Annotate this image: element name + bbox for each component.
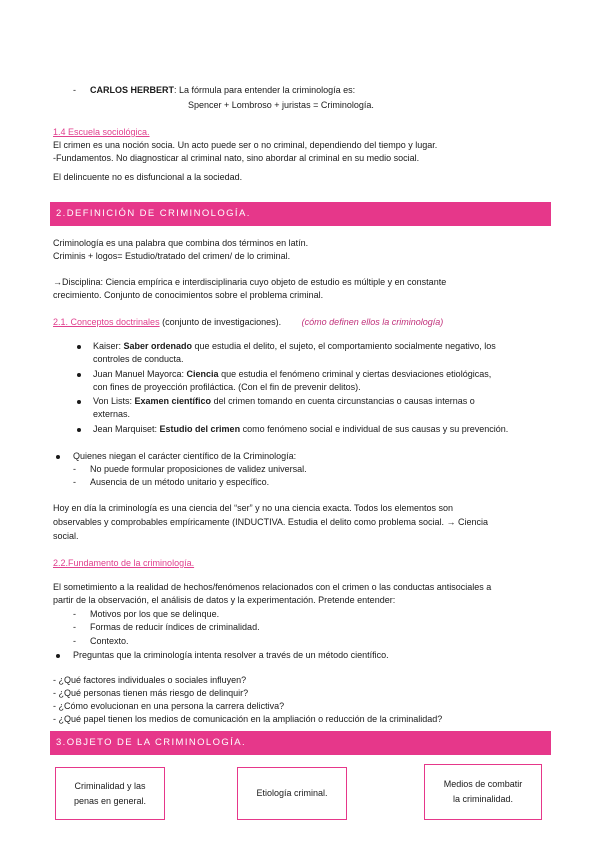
paragraph: social. xyxy=(53,531,79,541)
text: No puede formular proposiciones de validez universal. xyxy=(90,464,307,474)
list-item-mayorca xyxy=(93,368,491,381)
text: como fenómeno social e individual de sus causas y su prevención. xyxy=(240,424,509,434)
name: Jean Marquiset: xyxy=(93,424,160,434)
bold: Ciencia xyxy=(186,369,219,379)
box-medios xyxy=(424,764,542,820)
section-3-header: 3.OBJETO DE LA CRIMINOLOGÍA. xyxy=(50,731,551,755)
list-item-cont: controles de conducta. xyxy=(93,354,184,364)
bullet-icon xyxy=(77,428,81,432)
text: Motivos por los que se delinque. xyxy=(90,609,220,619)
list-item-cont: con fines de proyección profiláctica. (Con el fin de prevenir delitos). xyxy=(93,382,361,392)
section-1-4-title[interactable]: 1.4 Escuela sociológica. xyxy=(53,127,150,137)
text: del crimen tomando en cuenta circunstancias o causas internas o xyxy=(211,396,475,406)
bullet-icon xyxy=(77,400,81,404)
list-item-cont: externas. xyxy=(93,409,131,419)
box-text: Etiología criminal. xyxy=(256,788,328,798)
paragraph: →Disciplina: Ciencia empírica e interdisciplinaria cuyo objeto de estudio es múltiple y en constante xyxy=(53,277,447,287)
question: - ¿Qué papel tienen los medios de comunicación en la ampliación o reducción de la criminalidad? xyxy=(53,714,443,724)
list-item-vonlists xyxy=(93,395,475,408)
name: Juan Manuel Mayorca: xyxy=(93,369,187,379)
list-item-marquiset xyxy=(93,423,508,436)
question: - ¿Cómo evolucionan en una persona la carrera delictiva? xyxy=(53,701,285,711)
text: que estudia el fenómeno criminal y ciertas desviaciones etiológicas, xyxy=(218,369,492,379)
paragraph: crecimiento. Conjunto de conocimientos sobre el problema criminal. xyxy=(53,290,324,300)
intro-formula: Spencer + Lombroso + juristas = Criminología. xyxy=(188,100,374,110)
box-etiologia xyxy=(237,767,347,820)
section-2-1-heading xyxy=(53,316,443,329)
text: Contexto. xyxy=(90,636,129,646)
dash-item: - Motivos por los que se delinque. xyxy=(73,609,220,619)
bullet-icon xyxy=(77,373,81,377)
paragraph: El delincuente no es disfuncional a la sociedad. xyxy=(53,172,243,182)
preguntas-text: Preguntas que la criminología intenta resolver a través de un método científico. xyxy=(73,650,389,660)
text: Ausencia de un método unitario y específico. xyxy=(90,477,270,487)
box-text: Criminalidad y las xyxy=(74,780,146,791)
question: - ¿Qué factores individuales o sociales influyen? xyxy=(53,675,247,685)
paragraph: -Fundamentos. No diagnosticar al criminal nato, sino abordar al criminal en su medio social. xyxy=(53,153,420,163)
box-criminalidad xyxy=(55,767,165,820)
section-2-1-title[interactable]: 2.1. Conceptos doctrinales xyxy=(53,317,160,327)
intro-line: - CARLOS HERBERT: La fórmula para entender la criminología es: xyxy=(73,85,356,95)
section-2-header: 2.DEFINICIÓN DE CRIMINOLOGÍA. xyxy=(50,202,551,226)
box-text: penas en general. xyxy=(73,795,147,806)
bold: Examen científico xyxy=(134,396,212,406)
box-text: la criminalidad. xyxy=(452,794,514,804)
dash-item: - No puede formular proposiciones de validez universal. xyxy=(73,464,307,474)
box-text: Medios de combatir xyxy=(443,779,523,789)
paragraph: El crimen es una noción socia. Un acto puede ser o no criminal, dependiendo del tiempo y lugar. xyxy=(53,140,438,150)
question: - ¿Qué personas tienen más riesgo de delinquir? xyxy=(53,688,249,698)
text: Formas de reducir índices de criminalidad. xyxy=(90,622,260,632)
paragraph: partir de la observación, el análisis de datos y la experimentación. Pretende entender: xyxy=(53,595,396,605)
name: Von Lists: xyxy=(93,396,135,406)
paragraph: Hoy en día la criminología es una ciencia del “ser” y no una ciencia exacta. Todos los elementos son xyxy=(53,503,454,513)
text: que estudia el delito, el sujeto, el comportamiento socialmente negativo, los xyxy=(192,341,496,351)
author-name: CARLOS HERBERT xyxy=(90,85,175,95)
bullet-icon xyxy=(56,455,60,459)
bold: Saber ordenado xyxy=(123,341,193,351)
paragraph: Criminis + logos= Estudio/tratado del crimen/ de lo criminal. xyxy=(53,251,291,261)
section-2-1-italic: (cómo definen ellos la criminología) xyxy=(301,317,444,327)
section-2-1-paren: (conjunto de investigaciones). xyxy=(159,317,282,327)
bullet-icon xyxy=(77,345,81,349)
bold: Estudio del crimen xyxy=(159,424,241,434)
intro-text: : La fórmula para entender la criminología es: xyxy=(174,85,356,95)
dash-item: - Contexto. xyxy=(73,636,129,646)
paragraph: Criminología es una palabra que combina dos términos en latín. xyxy=(53,238,309,248)
name: Kaiser: xyxy=(93,341,124,351)
paragraph: El sometimiento a la realidad de hechos/fenómenos relacionados con el crimen o las conductas antisociales a xyxy=(53,582,492,592)
list-item-kaiser xyxy=(93,340,496,353)
paragraph: observables y comprobables empíricamente (INDUCTIVA. Estudia el delito como problema social. → Ciencia xyxy=(53,517,489,527)
niegan-text: Quienes niegan el carácter científico de la Criminología: xyxy=(73,451,297,461)
dash-item: - Formas de reducir índices de criminalidad. xyxy=(73,622,260,632)
dash-item: - Ausencia de un método unitario y específico. xyxy=(73,477,270,487)
bullet-icon xyxy=(56,654,60,658)
section-2-2-title[interactable]: 2.2.Fundamento de la criminología. xyxy=(53,558,195,568)
